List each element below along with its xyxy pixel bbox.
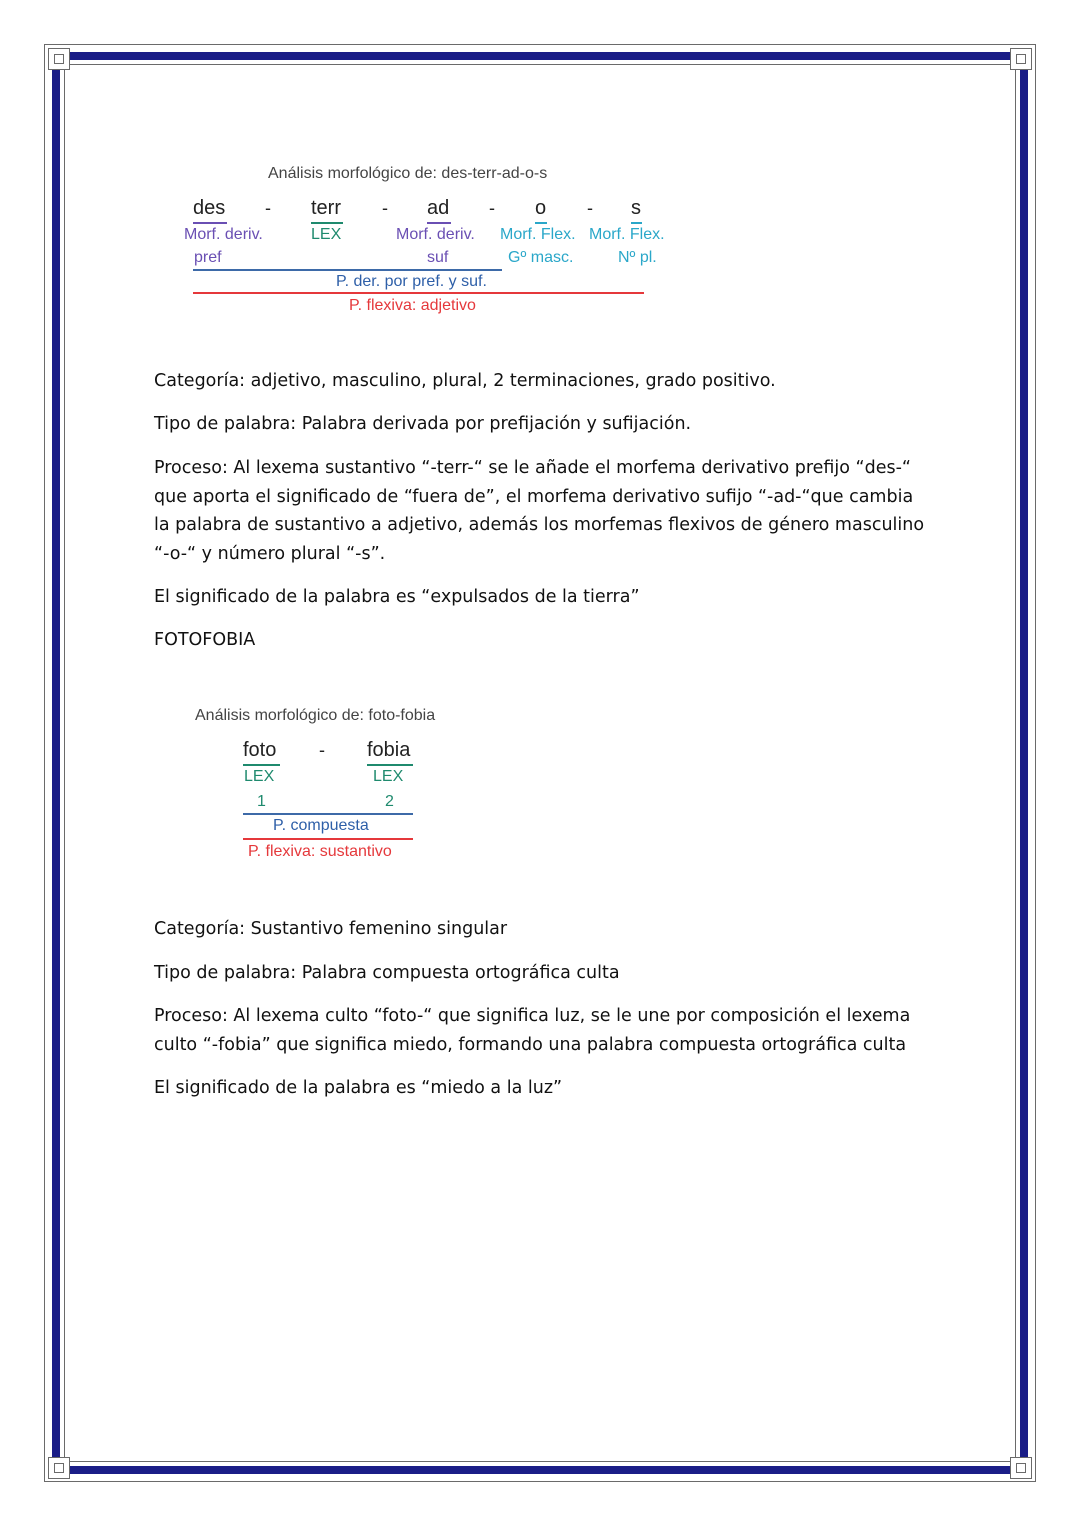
underline-o xyxy=(535,222,547,224)
separator: - xyxy=(587,198,593,218)
significado-2: El significado de la palabra es “miedo a la luz” xyxy=(154,1078,563,1098)
tipo-palabra-1: Tipo de palabra: Palabra derivada por prefijación y sufijación. xyxy=(154,414,692,434)
label-genero: Gº masc. xyxy=(508,249,574,266)
heading-fotofobia: FOTOFOBIA xyxy=(154,630,256,650)
label-morf-deriv: Morf. deriv. xyxy=(396,226,475,243)
separator: - xyxy=(265,198,271,218)
corner-ornament xyxy=(48,48,70,70)
morpheme-terr: terr xyxy=(311,197,341,219)
label-lexema-1: 1 xyxy=(257,793,266,810)
label-suf: suf xyxy=(427,249,449,266)
label-morf-flex: Morf. Flex. xyxy=(589,226,665,243)
underline-foto xyxy=(243,764,280,766)
underline-ad xyxy=(427,222,451,224)
morpheme-ad: ad xyxy=(427,197,450,219)
diagram-title: Análisis morfológico de: des-terr-ad-o-s xyxy=(268,165,548,182)
proceso-1: Proceso: Al lexema sustantivo “-terr-“ se le añade el morfema derivativo prefijo “des-“ que aporta el significado de “fuera de”, el morfema derivativo sufijo “-ad-“que cambia la palabra de sustantivo a adjetivo, además los morfemas flexivos de género masculino “-o-“ y número plural “-s”. xyxy=(154,458,925,564)
label-lexema-2: 2 xyxy=(385,793,394,810)
categoria-1: Categoría: adjetivo, masculino, plural, 2 terminaciones, grado positivo. xyxy=(154,371,776,391)
proceso-2: Proceso: Al lexema culto “foto-“ que significa luz, se le une por composición el lexema culto “-fobia” que significa miedo, formando una palabra compuesta ortográfica culta xyxy=(154,1006,911,1055)
morpheme-o: o xyxy=(535,197,547,219)
label-numero: Nº pl. xyxy=(618,249,657,266)
bracket-compuesta xyxy=(243,813,413,815)
label-lex: LEX xyxy=(373,768,404,785)
underline-terr xyxy=(311,222,343,224)
morpheme-foto: foto xyxy=(243,739,277,761)
tipo-palabra-2: Tipo de palabra: Palabra compuesta ortográfica culta xyxy=(154,963,620,983)
label-palabra-compuesta: P. compuesta xyxy=(273,817,369,834)
label-palabra-flexiva: P. flexiva: adjetivo xyxy=(349,297,476,314)
corner-ornament xyxy=(1010,1457,1032,1479)
label-morf-flex: Morf. Flex. xyxy=(500,226,576,243)
label-pref: pref xyxy=(194,249,222,266)
corner-ornament xyxy=(1010,48,1032,70)
morpheme-des: des xyxy=(193,197,226,219)
separator: - xyxy=(319,740,325,760)
label-lex: LEX xyxy=(311,226,342,243)
categoria-2: Categoría: Sustantivo femenino singular xyxy=(154,919,508,939)
underline-fobia xyxy=(367,764,413,766)
separator: - xyxy=(489,198,495,218)
bracket-flexiva xyxy=(193,292,644,294)
label-morf-deriv: Morf. deriv. xyxy=(184,226,263,243)
label-palabra-flexiva: P. flexiva: sustantivo xyxy=(248,843,392,860)
bracket-derivada xyxy=(193,269,502,271)
label-palabra-derivada: P. der. por pref. y suf. xyxy=(336,273,487,290)
morpheme-s: s xyxy=(631,197,641,219)
underline-s xyxy=(631,222,642,224)
separator: - xyxy=(382,198,388,218)
underline-des xyxy=(193,222,227,224)
label-lex: LEX xyxy=(244,768,275,785)
significado-1: El significado de la palabra es “expulsados de la tierra” xyxy=(154,587,640,607)
page-border-inner xyxy=(64,64,1016,1462)
morpheme-fobia: fobia xyxy=(367,739,411,761)
corner-ornament xyxy=(48,1457,70,1479)
diagram-title: Análisis morfológico de: foto-fobia xyxy=(195,707,436,724)
bracket-flexiva xyxy=(243,838,413,840)
